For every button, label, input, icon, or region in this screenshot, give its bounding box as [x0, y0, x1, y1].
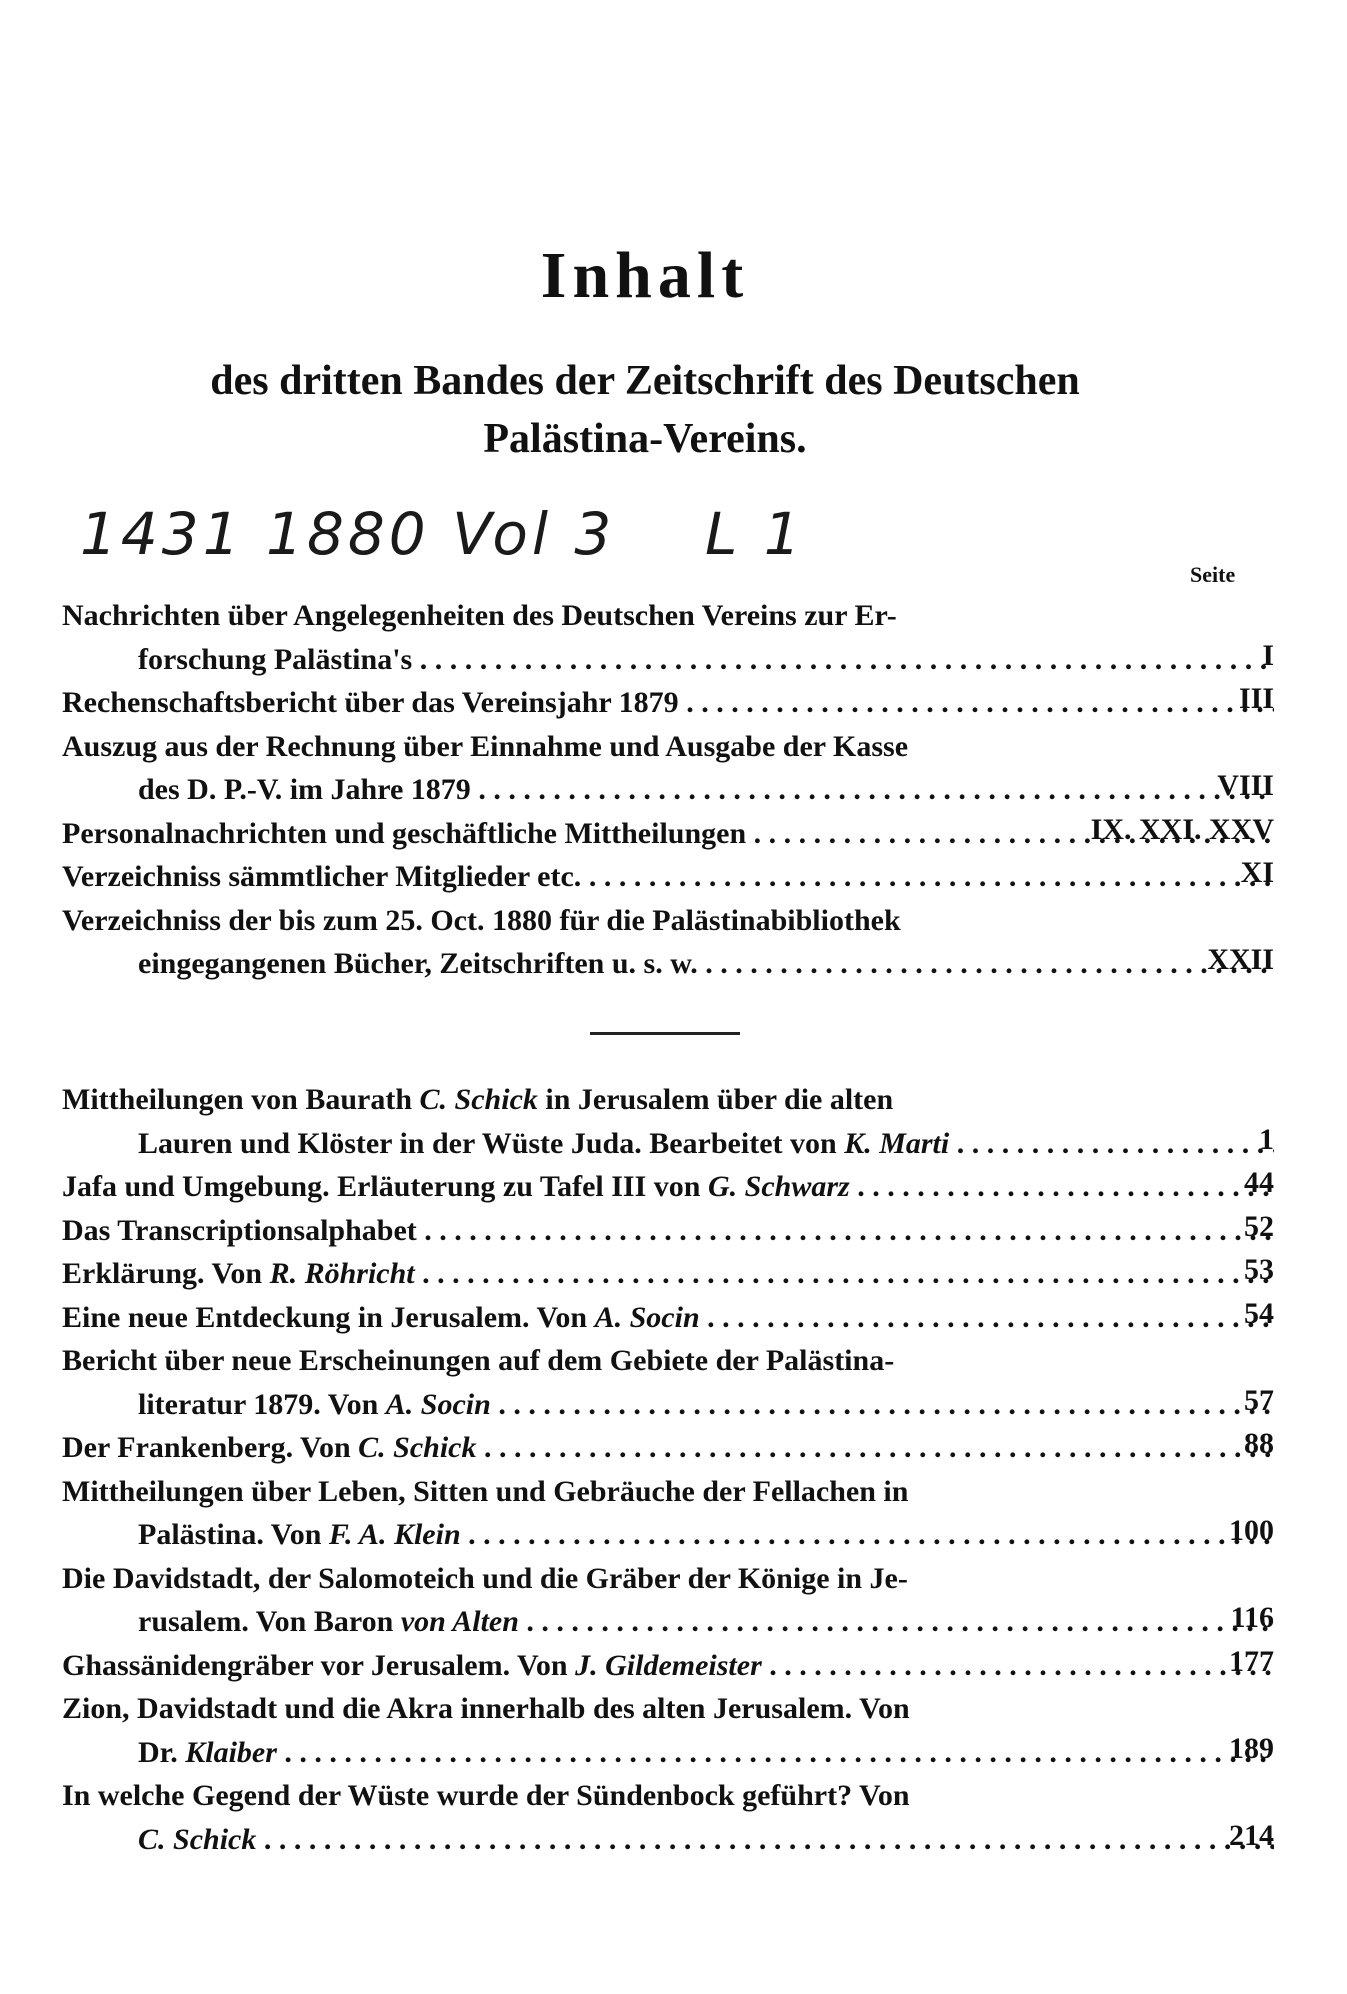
entry-text: literatur 1879. Von	[138, 1387, 386, 1421]
toc-section-1	[62, 594, 1274, 986]
entry-page-number: 53	[1244, 1253, 1274, 1286]
entry-page-number: 57	[1244, 1383, 1274, 1417]
entry-text: Ghassänidengräber vor Jerusalem. Von	[62, 1648, 576, 1682]
section-divider	[590, 1032, 740, 1035]
entry-line-2	[62, 1600, 1274, 1644]
entry-line-1: Rechenschaftsbericht über das Vereinsjahr 1879 . . .	[62, 681, 1274, 725]
entry-author: A. Socin	[594, 1300, 700, 1334]
subtitle-line-1: des dritten Bandes der Zeitschrift des Deutschen	[210, 358, 1080, 404]
toc-entry	[62, 1296, 1274, 1340]
entry-text: Der Frankenberg. Von	[62, 1431, 359, 1464]
entry-page-number: I	[1262, 638, 1274, 672]
entry-text: Palästina. Von	[138, 1518, 329, 1551]
toc-entry	[62, 1339, 1274, 1426]
entry-text: in Jerusalem über die alten	[537, 1083, 894, 1116]
entry-page-number: IX. XXI. XXV	[1090, 812, 1274, 846]
entry-author: Klaiber	[185, 1735, 277, 1769]
entry-line-1	[62, 1426, 1274, 1470]
entry-author: C. Schick	[138, 1822, 257, 1856]
entry-page-number: XXII	[1207, 943, 1274, 976]
entry-line-1	[62, 1165, 1274, 1209]
toc-entry	[62, 1470, 1274, 1557]
entry-line-1: Bericht über neue Erscheinungen auf dem Gebiete der Palästina-	[62, 1344, 895, 1377]
toc-entry	[62, 1774, 1274, 1861]
entry-line-1: Verzeichniss der bis zum 25. Oct. 1880 für die Palästinabibliothek	[62, 903, 901, 937]
entry-author: F. A. Klein	[328, 1518, 461, 1551]
entry-text: Mittheilungen von Baurath	[62, 1083, 420, 1116]
toc-entry	[62, 855, 1274, 899]
entry-line-2	[62, 1731, 1274, 1775]
entry-page-number: 214	[1229, 1818, 1274, 1852]
page-title: Inhalt	[540, 239, 750, 312]
entry-line-2	[62, 1122, 1274, 1166]
seite-column-label: Seite	[1190, 562, 1236, 587]
entry-author: C. Schick	[358, 1431, 477, 1464]
toc-entry	[62, 1209, 1274, 1253]
entry-line-1: Nachrichten über Angelegenheiten des Deutschen Vereins zur Er-	[62, 599, 897, 632]
toc-entry	[62, 1557, 1274, 1644]
entry-line-2	[62, 1513, 1274, 1557]
entry-line-2: des D. P.-V. im Jahre 1879 . . .	[62, 768, 1274, 812]
entry-line-1	[62, 1078, 1274, 1122]
entry-author: C. Schick	[419, 1083, 538, 1116]
entry-author: A. Socin	[385, 1387, 491, 1421]
entry-line-1: In welche Gegend der Wüste wurde der Sündenbock geführt? Von	[62, 1779, 910, 1812]
entry-author: J. Gildemeister	[575, 1648, 762, 1682]
entry-line-1	[62, 1296, 1274, 1340]
toc-entry	[62, 681, 1274, 725]
toc-section-2	[62, 1078, 1274, 1861]
entry-page-number: 88	[1244, 1427, 1274, 1460]
toc-entry	[62, 1644, 1274, 1688]
entry-author: von Alten	[400, 1605, 519, 1638]
toc-entry	[62, 1252, 1274, 1296]
page-subtitle	[0, 352, 1290, 468]
entry-line-1: Das Transcriptionsalphabet . . .	[62, 1209, 1274, 1253]
entry-page-number: VIII	[1217, 769, 1274, 802]
toc-entry	[62, 812, 1274, 856]
entry-page-number: 100	[1229, 1514, 1274, 1547]
entry-page-number: XI	[1240, 856, 1274, 889]
entry-text: Jafa und Umgebung. Erläuterung zu Tafel III von	[62, 1170, 708, 1203]
toc-entry	[62, 1165, 1274, 1209]
entry-line-2	[62, 1818, 1274, 1862]
entry-author: K. Marti	[844, 1126, 950, 1160]
entry-page-number: 116	[1230, 1601, 1274, 1634]
entry-page-number: 177	[1229, 1644, 1274, 1678]
entry-page-number: 52	[1244, 1209, 1274, 1243]
entry-text: Eine neue Entdeckung in Jerusalem. Von	[62, 1300, 595, 1334]
entry-line-2: eingegangenen Bücher, Zeitschriften u. s. w. . . .	[62, 942, 1274, 986]
entry-line-2: forschung Palästina's . . .	[62, 638, 1274, 682]
toc-entry	[62, 899, 1274, 986]
entry-page-number: 1	[1259, 1122, 1274, 1156]
entry-line-1: Die Davidstadt, der Salomoteich und die Gräber der Könige in Je-	[62, 1561, 908, 1595]
entry-page-number: 189	[1229, 1731, 1274, 1765]
entry-author: R. Röhricht	[269, 1257, 415, 1290]
entry-page-number: 54	[1244, 1296, 1274, 1330]
entry-text: rusalem. Von Baron	[138, 1605, 401, 1638]
entry-line-1: Auszug aus der Rechnung über Einnahme und Ausgabe der Kasse	[62, 729, 909, 763]
entry-line-1	[62, 1644, 1274, 1688]
entry-page-number: III	[1238, 682, 1274, 715]
entry-text: Lauren und Klöster in der Wüste Juda. Bearbeitet von	[138, 1126, 845, 1160]
entry-line-1	[62, 1252, 1274, 1296]
toc-entry	[62, 725, 1274, 812]
toc-entry	[62, 1687, 1274, 1774]
toc-entry	[62, 1078, 1274, 1165]
handwritten-note: 1431 1880 Vol 3 L 1	[80, 500, 805, 568]
toc-entry	[62, 1426, 1274, 1470]
entry-line-1: Verzeichniss sämmtlicher Mitglieder etc. . . .	[62, 855, 1274, 899]
entry-line-1: Mittheilungen über Leben, Sitten und Gebräuche der Fellachen in	[62, 1474, 909, 1508]
entry-page-number: 44	[1244, 1166, 1274, 1199]
entry-text: Erklärung. Von	[62, 1257, 270, 1290]
entry-line-2	[62, 1383, 1274, 1427]
toc-entry	[62, 594, 1274, 681]
subtitle-line-2: Palästina-Vereins.	[483, 416, 807, 462]
entry-text: Dr.	[138, 1735, 186, 1769]
entry-line-1: Zion, Davidstadt und die Akra innerhalb des alten Jerusalem. Von	[62, 1692, 910, 1725]
entry-author: G. Schwarz	[707, 1170, 850, 1203]
entry-line-1: Personalnachrichten und geschäftliche Mittheilungen . . .	[62, 812, 1274, 856]
